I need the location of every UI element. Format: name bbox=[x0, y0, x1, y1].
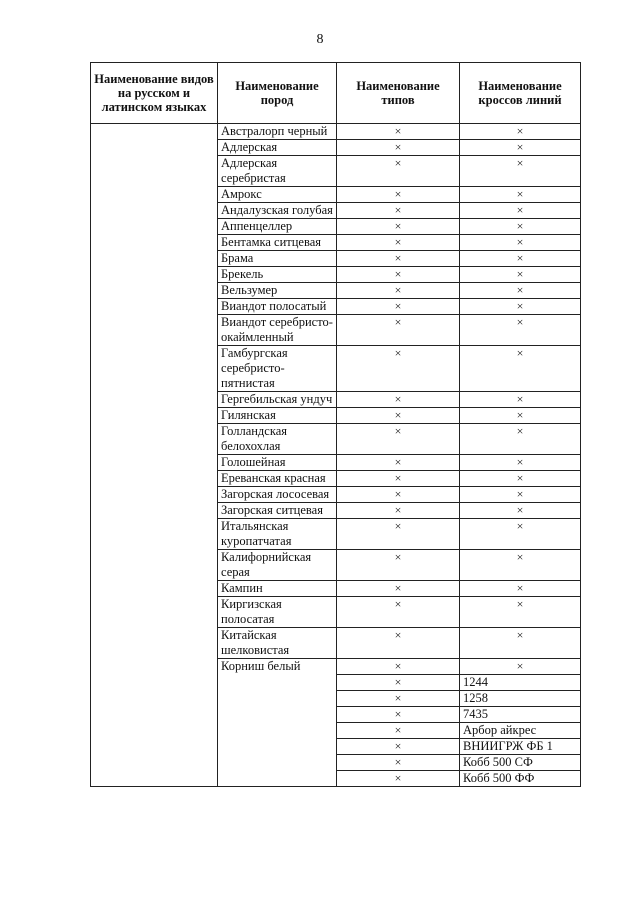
cross-mark: × bbox=[460, 455, 581, 471]
cross-name: ВНИИГРЖ ФБ 1 bbox=[460, 739, 581, 755]
type-mark: × bbox=[337, 140, 460, 156]
cross-mark: × bbox=[460, 124, 581, 140]
breed-name: Загорская ситцевая bbox=[218, 503, 337, 519]
type-mark: × bbox=[337, 251, 460, 267]
cross-mark: × bbox=[460, 219, 581, 235]
type-mark: × bbox=[337, 235, 460, 251]
cross-mark: × bbox=[460, 581, 581, 597]
header-types: Наименование типов bbox=[337, 63, 460, 124]
cross-mark: × bbox=[460, 550, 581, 581]
type-mark: × bbox=[337, 723, 460, 739]
type-mark: × bbox=[337, 283, 460, 299]
breed-name: Китайская шелковистая bbox=[218, 628, 337, 659]
breed-name: Голландская белохохлая bbox=[218, 424, 337, 455]
breed-name: Киргизская полосатая bbox=[218, 597, 337, 628]
type-mark: × bbox=[337, 755, 460, 771]
type-mark: × bbox=[337, 691, 460, 707]
type-mark: × bbox=[337, 299, 460, 315]
type-mark: × bbox=[337, 487, 460, 503]
breed-name: Австралорп черный bbox=[218, 124, 337, 140]
breed-name: Голошейная bbox=[218, 455, 337, 471]
cross-mark: × bbox=[460, 251, 581, 267]
breed-name: Гергебильская ундуч bbox=[218, 392, 337, 408]
cross-mark: × bbox=[460, 628, 581, 659]
cross-mark: × bbox=[460, 140, 581, 156]
cross-mark: × bbox=[460, 487, 581, 503]
breed-name: Брама bbox=[218, 251, 337, 267]
cross-mark: × bbox=[460, 597, 581, 628]
breed-name: Гамбургская серебристо-пятнистая bbox=[218, 346, 337, 392]
header-species: Наименование видов на русском и латинском языках bbox=[91, 63, 218, 124]
breed-name: Ереванская красная bbox=[218, 471, 337, 487]
type-mark: × bbox=[337, 628, 460, 659]
cross-name: 1258 bbox=[460, 691, 581, 707]
cross-mark: × bbox=[460, 346, 581, 392]
type-mark: × bbox=[337, 187, 460, 203]
type-mark: × bbox=[337, 471, 460, 487]
type-mark: × bbox=[337, 315, 460, 346]
type-mark: × bbox=[337, 219, 460, 235]
cross-name: Арбор айкрес bbox=[460, 723, 581, 739]
breed-name: Кампин bbox=[218, 581, 337, 597]
type-mark: × bbox=[337, 392, 460, 408]
cross-name: Кобб 500 СФ bbox=[460, 755, 581, 771]
type-mark: × bbox=[337, 408, 460, 424]
breed-name: Адлерская серебристая bbox=[218, 156, 337, 187]
cross-mark: × bbox=[460, 408, 581, 424]
breed-name: Виандот полосатый bbox=[218, 299, 337, 315]
type-mark: × bbox=[337, 707, 460, 723]
table-row bbox=[91, 124, 581, 140]
cross-mark: × bbox=[460, 283, 581, 299]
type-mark: × bbox=[337, 597, 460, 628]
cross-mark: × bbox=[460, 503, 581, 519]
breed-registry-table bbox=[90, 62, 581, 787]
breed-name: Виандот серебристо-окаймленный bbox=[218, 315, 337, 346]
header-breeds: Наименование пород bbox=[218, 63, 337, 124]
type-mark: × bbox=[337, 659, 460, 675]
type-mark: × bbox=[337, 203, 460, 219]
cross-name: Кобб 500 ФФ bbox=[460, 771, 581, 787]
cross-mark: × bbox=[460, 315, 581, 346]
type-mark: × bbox=[337, 739, 460, 755]
cross-mark: × bbox=[460, 267, 581, 283]
cross-mark: × bbox=[460, 659, 581, 675]
breed-name: Аппенцеллер bbox=[218, 219, 337, 235]
cross-mark: × bbox=[460, 471, 581, 487]
breed-name: Андалузская голубая bbox=[218, 203, 337, 219]
breed-name: Амрокс bbox=[218, 187, 337, 203]
breed-name: Вельзумер bbox=[218, 283, 337, 299]
table-header-row bbox=[91, 63, 581, 124]
species-cell bbox=[91, 124, 218, 787]
type-mark: × bbox=[337, 550, 460, 581]
cross-mark: × bbox=[460, 203, 581, 219]
type-mark: × bbox=[337, 424, 460, 455]
breed-name: Загорская лососевая bbox=[218, 487, 337, 503]
cross-mark: × bbox=[460, 424, 581, 455]
breed-name: Гилянская bbox=[218, 408, 337, 424]
cross-mark: × bbox=[460, 519, 581, 550]
cross-mark: × bbox=[460, 392, 581, 408]
breed-name: Адлерская bbox=[218, 140, 337, 156]
cross-name: 7435 bbox=[460, 707, 581, 723]
type-mark: × bbox=[337, 675, 460, 691]
breed-name: Корниш белый bbox=[218, 659, 337, 787]
type-mark: × bbox=[337, 267, 460, 283]
header-crosses: Наименование кроссов линий bbox=[460, 63, 581, 124]
type-mark: × bbox=[337, 124, 460, 140]
breed-name: Итальянская куропатчатая bbox=[218, 519, 337, 550]
breed-name: Брекель bbox=[218, 267, 337, 283]
cross-mark: × bbox=[460, 187, 581, 203]
cross-name: 1244 bbox=[460, 675, 581, 691]
table-body bbox=[91, 124, 581, 787]
cross-mark: × bbox=[460, 299, 581, 315]
type-mark: × bbox=[337, 346, 460, 392]
page-number: 8 bbox=[316, 32, 324, 47]
type-mark: × bbox=[337, 503, 460, 519]
breed-name: Бентамка ситцевая bbox=[218, 235, 337, 251]
type-mark: × bbox=[337, 581, 460, 597]
cross-mark: × bbox=[460, 156, 581, 187]
cross-mark: × bbox=[460, 235, 581, 251]
breed-name: Калифорнийская серая bbox=[218, 550, 337, 581]
type-mark: × bbox=[337, 156, 460, 187]
type-mark: × bbox=[337, 771, 460, 787]
type-mark: × bbox=[337, 519, 460, 550]
type-mark: × bbox=[337, 455, 460, 471]
